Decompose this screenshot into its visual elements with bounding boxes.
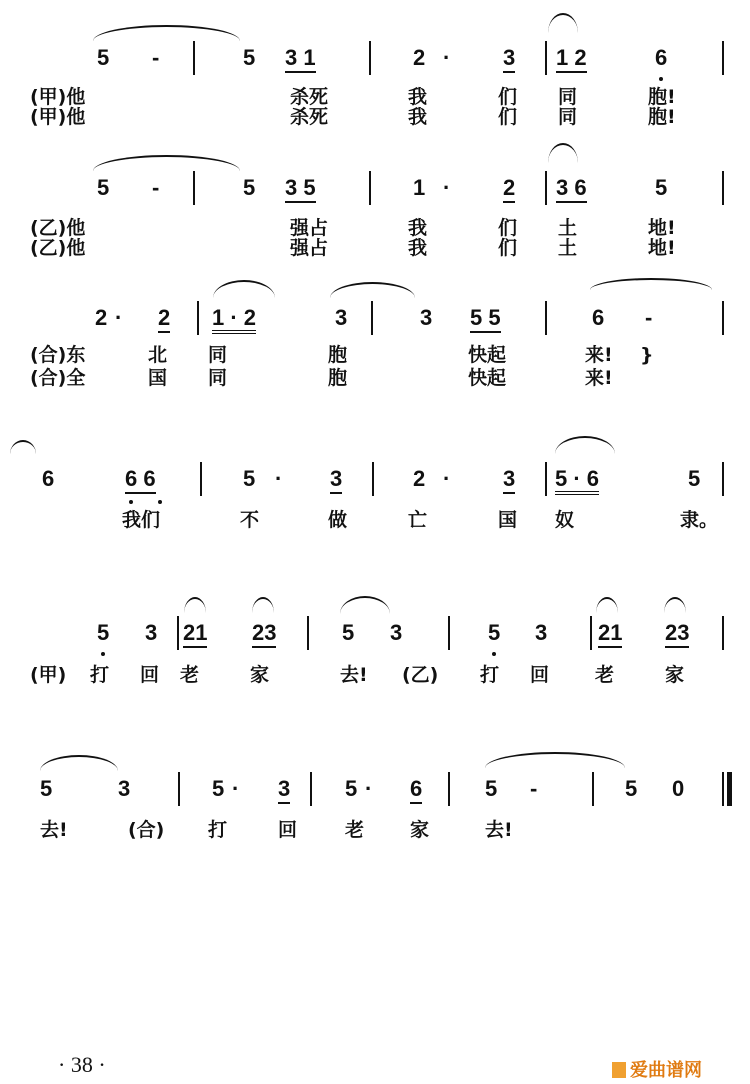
note: 5 — [212, 776, 225, 801]
lyric: 杀死 — [290, 106, 329, 128]
slur-arc — [596, 597, 618, 613]
note: - — [530, 776, 538, 801]
lyric: 们 — [498, 237, 518, 259]
note: 5 — [243, 175, 256, 200]
lyric: (合)全 — [30, 367, 86, 389]
lyric: 同 — [558, 86, 578, 108]
lyric: 打 — [208, 819, 228, 841]
note: 5 — [485, 776, 498, 801]
slur-arc — [555, 436, 615, 454]
note: 5 — [243, 45, 256, 70]
slur-arc — [10, 440, 36, 454]
slur-arc — [93, 25, 240, 41]
lyric: 胞 — [328, 367, 348, 389]
barline — [590, 616, 592, 650]
note: 3 — [503, 47, 515, 73]
note: 2 — [413, 45, 426, 70]
barline — [722, 301, 724, 335]
lyric: 快起 — [468, 344, 507, 366]
lyric: (乙)他 — [30, 217, 86, 239]
lyric: 来! — [585, 344, 613, 366]
note: 3 — [145, 620, 158, 645]
octave-dot — [158, 500, 162, 504]
lyric: 家 — [250, 664, 270, 686]
note: 5 — [688, 466, 701, 491]
watermark-logo — [612, 1056, 702, 1082]
lyric: 们 — [498, 217, 518, 239]
lyric: 地! — [648, 217, 676, 239]
lyric: (合)东 — [30, 344, 86, 366]
slur-arc — [548, 13, 578, 33]
note: 0 — [672, 776, 685, 801]
note: · — [443, 175, 451, 200]
lyric: (甲)他 — [30, 86, 86, 108]
slur-arc — [40, 755, 118, 771]
barline — [178, 772, 180, 806]
barline — [177, 616, 179, 650]
slur-arc — [590, 278, 712, 290]
note: 1 · 2 — [212, 307, 256, 334]
lyric: (甲) — [30, 664, 67, 686]
note: 2 — [503, 177, 515, 203]
barline — [592, 772, 594, 806]
note: 5 — [97, 620, 110, 645]
note: 23 — [252, 622, 276, 648]
note: · — [275, 466, 283, 491]
barline — [197, 301, 199, 335]
barline — [371, 301, 373, 335]
note: 3 6 — [556, 177, 587, 203]
note: 1 — [413, 175, 426, 200]
slur-arc — [664, 597, 686, 613]
note: 23 — [665, 622, 689, 648]
lyric: 我们 — [122, 509, 161, 531]
barline — [545, 171, 547, 205]
lyric: 我 — [408, 217, 428, 239]
lyric: 杀死 — [290, 86, 329, 108]
barline — [193, 171, 195, 205]
barline — [448, 772, 450, 806]
lyric: 地! — [648, 237, 676, 259]
note: 2 — [413, 466, 426, 491]
barline — [545, 41, 547, 75]
note: · — [365, 776, 373, 801]
note: 3 — [503, 468, 515, 494]
note: · — [443, 45, 451, 70]
lyric: 家 — [665, 664, 685, 686]
lyric: 土 — [558, 237, 578, 259]
barline — [372, 462, 374, 496]
music-note-icon — [612, 1062, 626, 1078]
note: 5 — [97, 45, 110, 70]
final-barline — [722, 772, 732, 806]
note: 2 — [95, 305, 108, 330]
note: · — [115, 305, 123, 330]
lyric: 我 — [408, 106, 428, 128]
lyric: 去! — [40, 819, 68, 841]
note: 3 — [118, 776, 131, 801]
octave-dot — [492, 652, 496, 656]
note: - — [645, 305, 653, 330]
note: 3 1 — [285, 47, 316, 73]
barline — [307, 616, 309, 650]
lyric: 强占 — [290, 217, 329, 239]
lyric: (乙) — [402, 664, 439, 686]
lyric: 们 — [498, 106, 518, 128]
page-number: · 38 · — [58, 1052, 106, 1077]
lyric: 打 — [480, 664, 500, 686]
note: 21 — [598, 622, 622, 648]
slur-arc — [330, 282, 415, 298]
slur-arc — [548, 143, 578, 163]
lyric: 老 — [345, 819, 365, 841]
octave-dot — [101, 652, 105, 656]
lyric: 快起 — [468, 367, 507, 389]
note: - — [152, 175, 160, 200]
lyric: 来! — [585, 367, 613, 389]
slur-arc — [93, 155, 240, 171]
barline — [545, 462, 547, 496]
lyric: 不 — [240, 509, 260, 531]
note: 5 — [97, 175, 110, 200]
note: 6 6 — [125, 468, 156, 494]
lyric: 奴 — [555, 509, 575, 531]
lyric: 同 — [208, 344, 228, 366]
note: 3 — [420, 305, 433, 330]
barline — [722, 41, 724, 75]
note: 3 — [390, 620, 403, 645]
octave-dot — [659, 77, 663, 81]
lyric: 打 — [90, 664, 110, 686]
watermark-text: 爱曲谱网 — [630, 1060, 702, 1081]
barline — [722, 616, 724, 650]
note: 5 · 6 — [555, 468, 599, 495]
lyric: 去! — [340, 664, 368, 686]
note: 5 — [488, 620, 501, 645]
lyric: 家 — [410, 819, 430, 841]
note: · — [443, 466, 451, 491]
barline — [448, 616, 450, 650]
lyric: 们 — [498, 86, 518, 108]
lyric: 我 — [408, 86, 428, 108]
lyric: 国 — [498, 509, 518, 531]
lyric: 老 — [595, 664, 615, 686]
note: 6 — [410, 778, 422, 804]
lyric: (合) — [128, 819, 165, 841]
lyric: 亡 — [408, 509, 428, 531]
note: · — [232, 776, 240, 801]
lyric: (甲)他 — [30, 106, 86, 128]
note: 5 — [625, 776, 638, 801]
barline — [369, 41, 371, 75]
note: 6 — [592, 305, 605, 330]
lyric: 国 — [148, 367, 168, 389]
slur-arc — [252, 597, 274, 613]
note: 5 — [655, 175, 668, 200]
lyric: 做 — [328, 509, 348, 531]
note: 5 — [342, 620, 355, 645]
barline — [369, 171, 371, 205]
note: 1 2 — [556, 47, 587, 73]
note: 5 5 — [470, 307, 501, 333]
note: 6 — [42, 466, 55, 491]
lyric: 回 — [278, 819, 298, 841]
note: 6 — [655, 45, 668, 70]
note: 3 — [535, 620, 548, 645]
lyric: 回 — [140, 664, 160, 686]
note: 3 — [278, 778, 290, 804]
lyric: 隶。 — [680, 509, 719, 531]
barline — [193, 41, 195, 75]
note: 2 — [158, 307, 170, 333]
lyric: } — [640, 344, 654, 366]
barline — [722, 171, 724, 205]
lyric: 北 — [148, 344, 168, 366]
barline — [722, 462, 724, 496]
lyric: 老 — [180, 664, 200, 686]
lyric: 胞! — [648, 106, 676, 128]
note: 5 — [243, 466, 256, 491]
barline — [200, 462, 202, 496]
lyric: 土 — [558, 217, 578, 239]
slur-arc — [184, 597, 206, 613]
octave-dot — [129, 500, 133, 504]
note: 3 — [330, 468, 342, 494]
note: 3 — [335, 305, 348, 330]
lyric: (乙)他 — [30, 237, 86, 259]
note: 5 — [345, 776, 358, 801]
slur-arc — [485, 752, 625, 768]
barline — [310, 772, 312, 806]
note: 5 — [40, 776, 53, 801]
lyric: 胞 — [328, 344, 348, 366]
lyric: 去! — [485, 819, 513, 841]
lyric: 回 — [530, 664, 550, 686]
note: - — [152, 45, 160, 70]
lyric: 同 — [208, 367, 228, 389]
lyric: 胞! — [648, 86, 676, 108]
lyric: 我 — [408, 237, 428, 259]
note: 3 5 — [285, 177, 316, 203]
slur-arc — [340, 596, 390, 614]
lyric: 同 — [558, 106, 578, 128]
barline — [545, 301, 547, 335]
lyric: 强占 — [290, 237, 329, 259]
slur-arc — [213, 280, 275, 298]
note: 21 — [183, 622, 207, 648]
